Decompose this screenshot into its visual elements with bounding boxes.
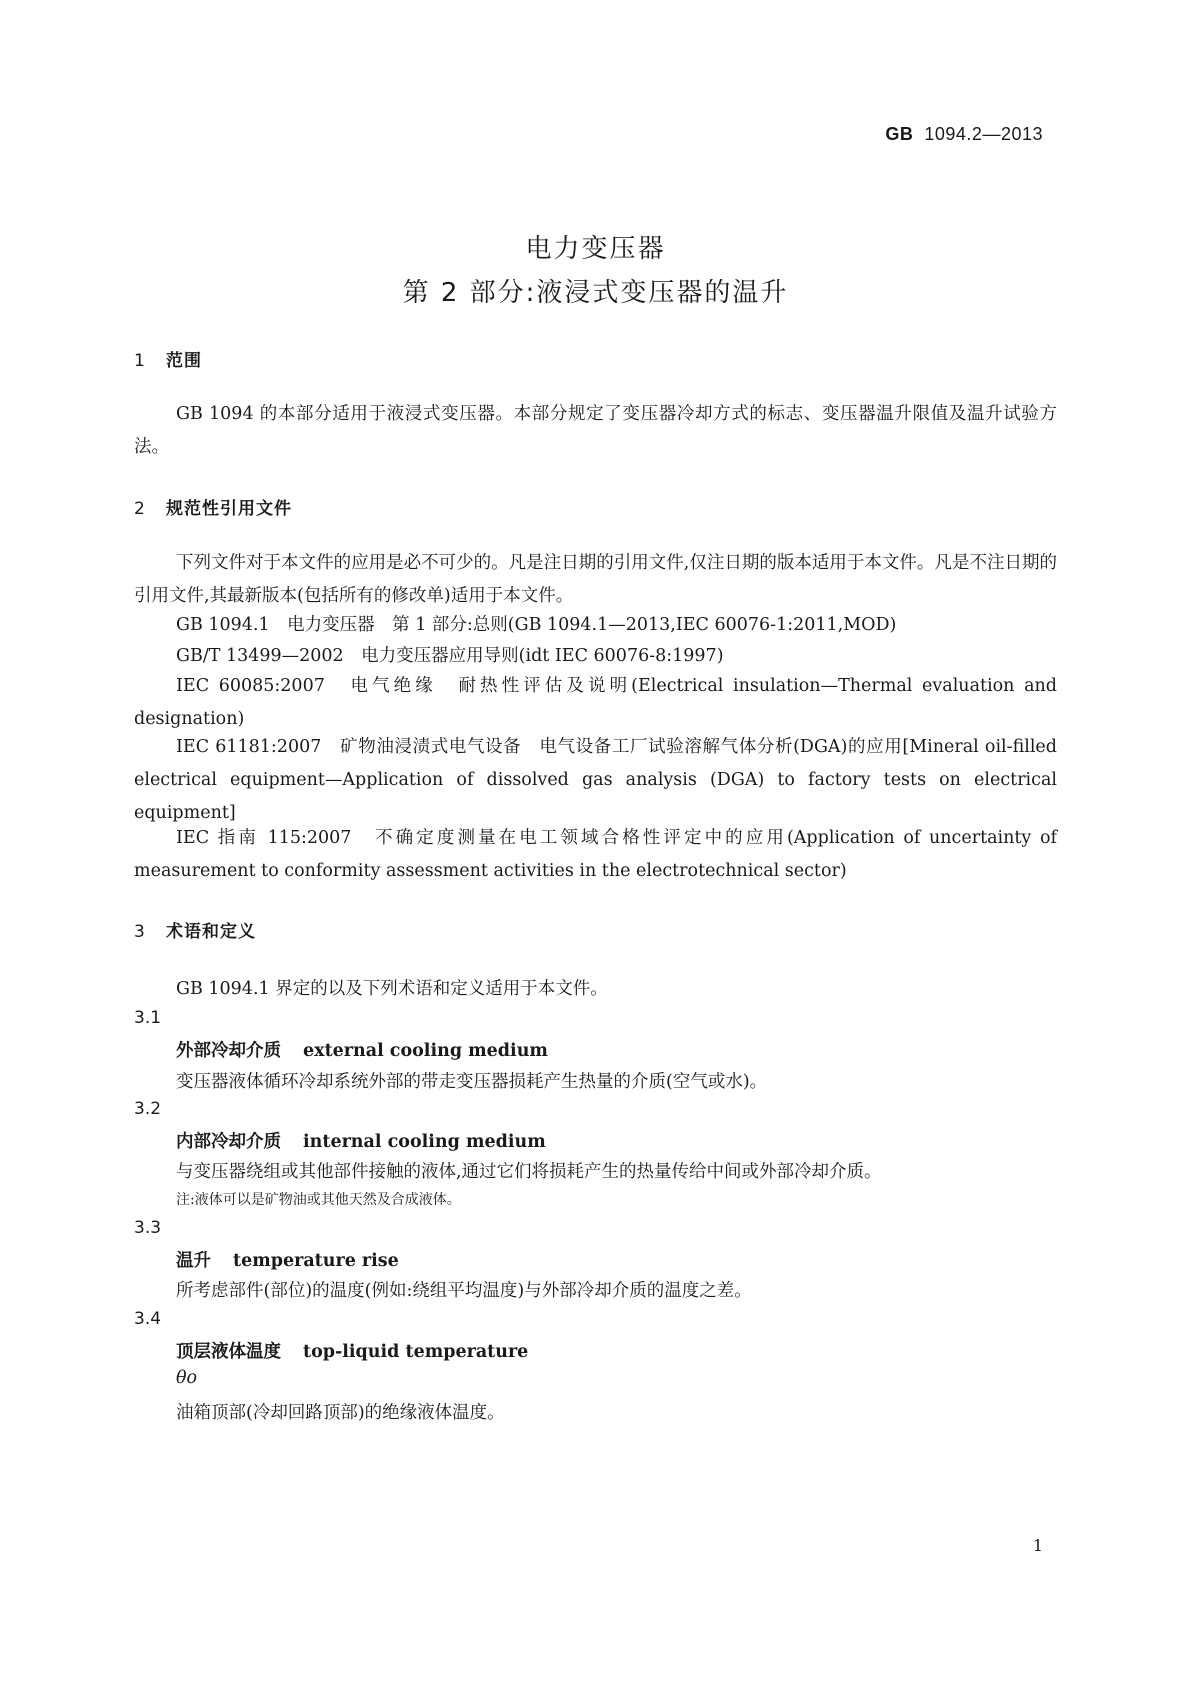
section-3-intro: GB 1094.1 界定的以及下列术语和定义适用于本文件。	[176, 979, 608, 999]
term-name	[176, 1247, 399, 1272]
term-en: external cooling medium	[303, 1041, 548, 1061]
term-note: 注:液体可以是矿物油或其他天然及合成液体。	[176, 1192, 461, 1208]
term-zh: 温升	[176, 1251, 211, 1271]
term-symbol: θo	[176, 1368, 198, 1388]
section-heading-3	[134, 917, 256, 942]
term-number: 3.3	[134, 1218, 162, 1238]
document-subtitle: 第 2 部分:液浸式变压器的温升	[402, 278, 789, 308]
section-title: 范围	[166, 351, 202, 371]
section-number: 1	[134, 351, 146, 371]
reference-item: GB 1094.1 电力变压器 第 1 部分:总则(GB 1094.1—2013,IEC 60076-1:2011,MOD)	[176, 615, 897, 635]
reference-item: IEC 指南 115:2007 不确定度测量在电工领域合格性评定中的应用(Application of uncertainty of measurement to conformity assessment activities in the electrotechnical sector)	[134, 828, 1057, 881]
term-zh: 顶层液体温度	[176, 1342, 281, 1362]
term-en: internal cooling medium	[303, 1132, 546, 1152]
reference-item: GB/T 13499—2002 电力变压器应用导则(idt IEC 60076-8:1997)	[176, 646, 724, 666]
term-en: temperature rise	[233, 1251, 399, 1271]
page-number: 1	[1032, 1536, 1043, 1555]
term-definition: 所考虑部件(部位)的温度(例如:绕组平均温度)与外部冷却介质的温度之差。	[176, 1281, 752, 1301]
term-name	[176, 1037, 548, 1062]
section-title: 术语和定义	[166, 922, 256, 942]
term-zh: 外部冷却介质	[176, 1041, 281, 1061]
term-number: 3.1	[134, 1008, 162, 1028]
reference-item: IEC 61181:2007 矿物油浸渍式电气设备 电气设备工厂试验溶解气体分析(DGA)的应用[Mineral oil-filled electrical equipment—Application of dissolved gas analysis (DGA) to factory tests on electrical equipment]	[134, 737, 1057, 823]
section-heading-1	[134, 346, 202, 371]
term-number: 3.2	[134, 1099, 162, 1119]
term-definition: 油箱顶部(冷却回路顶部)的绝缘液体温度。	[176, 1403, 505, 1423]
reference-item: IEC 60085:2007 电气绝缘 耐热性评估及说明(Electrical insulation—Thermal evaluation and designation)	[134, 676, 1057, 729]
term-definition: 变压器液体循环冷却系统外部的带走变压器损耗产生热量的介质(空气或水)。	[176, 1072, 768, 1092]
term-definition: 与变压器绕组或其他部件接触的液体,通过它们将损耗产生的热量传给中间或外部冷却介质。	[176, 1162, 882, 1182]
standard-code: 1094.2—2013	[924, 124, 1043, 144]
section-number: 3	[134, 922, 146, 942]
section-2-intro: 下列文件对于本文件的应用是必不可少的。凡是注日期的引用文件,仅注日期的版本适用于本文件。凡是不注日期的引用文件,其最新版本(包括所有的修改单)适用于本文件。	[134, 553, 1057, 606]
section-title: 规范性引用文件	[166, 499, 292, 519]
term-name	[176, 1128, 546, 1153]
section-heading-2	[134, 494, 292, 519]
standard-number	[885, 124, 1043, 145]
document-title: 电力变压器	[525, 234, 666, 264]
term-name	[176, 1338, 528, 1363]
term-number: 3.4	[134, 1309, 162, 1329]
section-1-paragraph: GB 1094 的本部分适用于液浸式变压器。本部分规定了变压器冷却方式的标志、变压器温升限值及温升试验方法。	[134, 404, 1057, 457]
term-en: top-liquid temperature	[303, 1342, 529, 1362]
standard-prefix: GB	[885, 124, 914, 144]
section-number: 2	[134, 499, 146, 519]
term-zh: 内部冷却介质	[176, 1132, 281, 1152]
